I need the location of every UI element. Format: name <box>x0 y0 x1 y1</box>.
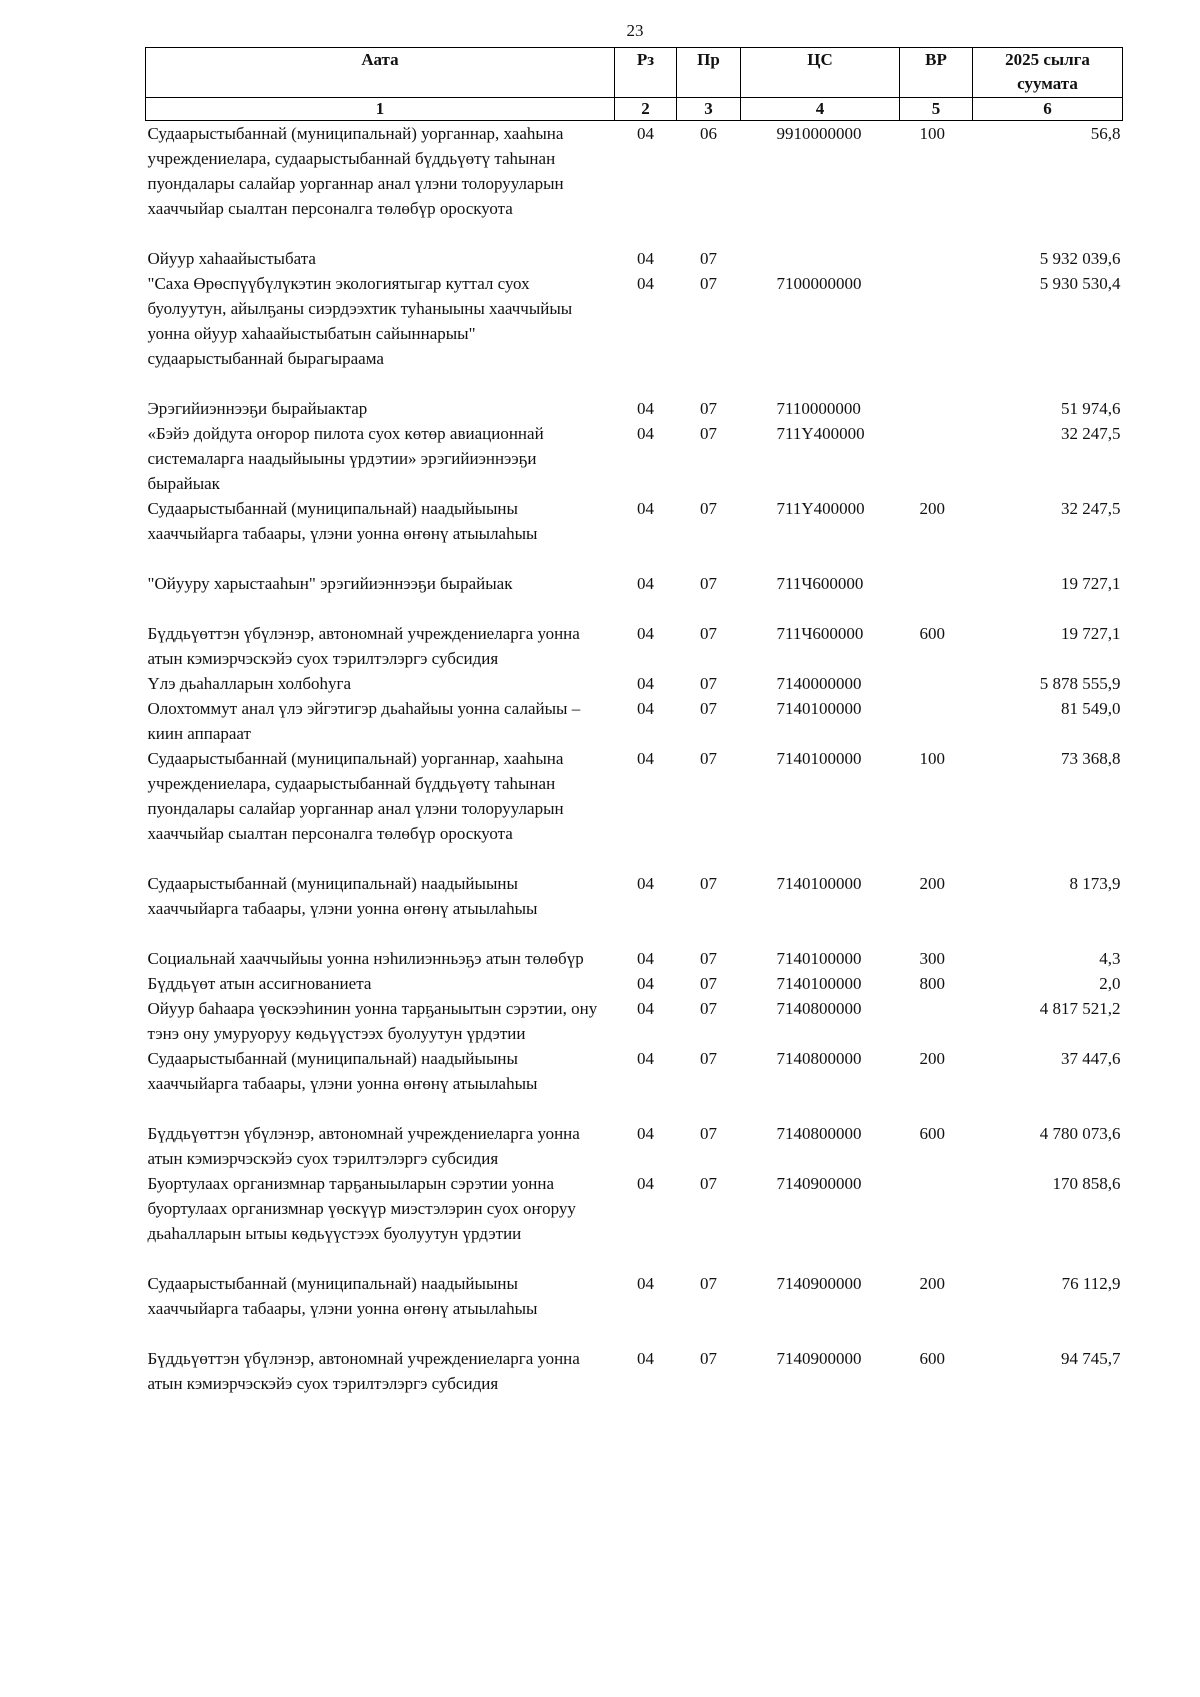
row-pr: 07 <box>700 1349 717 1368</box>
row-vr <box>900 671 973 696</box>
row-name: Ойуур хаһаайыстыбата <box>147 249 316 268</box>
row-cs: 711Y400000 <box>776 499 865 518</box>
row-rz: 04 <box>637 999 654 1018</box>
table-body <box>146 121 1123 1397</box>
row-vr: 600 <box>919 1349 945 1368</box>
table-row <box>146 496 1123 571</box>
row-rz: 04 <box>637 699 654 718</box>
row-name: "Саха Өрөспүүбүлүкэтин экологиятыгар куттал суох буолуутун, айылҕаны сиэрдээхтик туһаныыны хааччыйыы уонна ойуур хаһаайыстыбатын сайыннарыы" судаарыстыбаннай бырагыраама <box>147 274 573 368</box>
row-pr: 07 <box>700 949 717 968</box>
row-name: Бүддьүөттэн үбүлэнэр, автономнай учреждениеларга уонна атын кэмиэрчэскэйэ суох тэрилтэлэргэ субсидия <box>147 624 580 668</box>
row-rz: 04 <box>637 574 654 593</box>
table-row <box>146 571 1123 621</box>
row-vr: 200 <box>919 1049 945 1068</box>
row-cs: 7100000000 <box>776 274 862 293</box>
row-amount: 56,8 <box>1090 124 1121 143</box>
row-rz: 04 <box>637 674 654 693</box>
row-amount: 94 745,7 <box>1061 1349 1121 1368</box>
row-cs: 7140900000 <box>776 1349 862 1368</box>
row-pr: 07 <box>700 874 717 893</box>
row-rz: 04 <box>637 974 654 993</box>
row-pr: 07 <box>700 999 717 1018</box>
table-row <box>146 1271 1123 1346</box>
row-vr: 300 <box>919 949 945 968</box>
row-vr <box>900 996 973 1046</box>
table-row <box>146 121 1123 247</box>
table-row <box>146 746 1123 871</box>
row-cs: 7140100000 <box>776 874 862 893</box>
row-name: Бүддьүөттэн үбүлэнэр, автономнай учреждениеларга уонна атын кэмиэрчэскэйэ суох тэрилтэлэргэ субсидия <box>147 1124 580 1168</box>
row-amount: 32 247,5 <box>1061 499 1121 518</box>
row-rz: 04 <box>637 1349 654 1368</box>
header-number-5: 5 <box>900 98 973 121</box>
row-pr: 07 <box>700 574 717 593</box>
row-pr: 07 <box>700 424 717 443</box>
row-rz: 04 <box>637 499 654 518</box>
table-row <box>146 696 1123 746</box>
table-row <box>146 1121 1123 1171</box>
row-rz: 04 <box>637 749 654 768</box>
row-vr: 200 <box>919 874 945 893</box>
row-rz: 04 <box>637 1049 654 1068</box>
row-amount: 4 780 073,6 <box>1039 1124 1121 1143</box>
row-rz: 04 <box>637 399 654 418</box>
row-cs: 7140100000 <box>776 949 862 968</box>
row-pr: 07 <box>700 249 717 268</box>
row-name: "Ойууру харыстааһын" эрэгийиэннээҕи бырайыак <box>147 574 513 593</box>
table-row <box>146 1046 1123 1121</box>
header-number-3: 3 <box>677 98 741 121</box>
row-amount: 73 368,8 <box>1061 749 1121 768</box>
row-rz: 04 <box>637 1174 654 1193</box>
row-amount: 19 727,1 <box>1061 574 1121 593</box>
row-amount: 51 974,6 <box>1061 399 1121 418</box>
row-name: Судаарыстыбаннай (муниципальнай) наадыйыыны хааччыйарга табаары, үлэни уонна өҥөнү атыылаһыы <box>147 499 538 543</box>
row-vr <box>900 421 973 496</box>
row-name: Эрэгийиэннээҕи бырайыактар <box>147 399 368 418</box>
header-name: Аата <box>146 48 615 98</box>
row-pr: 07 <box>700 624 717 643</box>
row-cs: 711Y400000 <box>776 424 865 443</box>
row-pr: 07 <box>700 749 717 768</box>
row-name: Үлэ дьаһалларын холбоһуга <box>147 674 352 693</box>
table-row <box>146 421 1123 496</box>
row-name: Бүддьүөт атын ассигнованиета <box>147 974 372 993</box>
row-pr: 07 <box>700 1124 717 1143</box>
row-amount: 81 549,0 <box>1061 699 1121 718</box>
row-vr: 200 <box>919 499 945 518</box>
table-header <box>146 48 1123 121</box>
row-vr <box>900 396 973 421</box>
row-name: Судаарыстыбаннай (муниципальнай) наадыйыыны хааччыйарга табаары, үлэни уонна өҥөнү атыылаһыы <box>147 874 538 918</box>
row-name: Олохтоммут анал үлэ эйгэтигэр дьаһайыы уонна салайыы – киин аппараат <box>147 699 581 743</box>
table-row <box>146 246 1123 271</box>
row-amount: 170 858,6 <box>1052 1174 1121 1193</box>
table-row <box>146 1171 1123 1271</box>
header-number-6: 6 <box>973 98 1123 121</box>
row-rz: 04 <box>637 1274 654 1293</box>
row-vr: 600 <box>919 1124 945 1143</box>
table-row <box>146 971 1123 996</box>
row-amount: 19 727,1 <box>1061 624 1121 643</box>
row-vr <box>900 1171 973 1271</box>
row-vr: 100 <box>919 124 945 143</box>
row-rz: 04 <box>637 124 654 143</box>
row-cs: 7140900000 <box>776 1274 862 1293</box>
row-cs: 7140100000 <box>776 699 862 718</box>
row-cs: 7140800000 <box>776 1049 862 1068</box>
row-rz: 04 <box>637 249 654 268</box>
row-amount: 4,3 <box>1099 949 1121 968</box>
row-amount: 5 878 555,9 <box>1039 674 1121 693</box>
table-row <box>146 271 1123 396</box>
table-row <box>146 671 1123 696</box>
row-pr: 07 <box>700 674 717 693</box>
table-row <box>146 621 1123 671</box>
row-pr: 07 <box>700 274 717 293</box>
row-pr: 07 <box>700 1049 717 1068</box>
row-name: Судаарыстыбаннай (муниципальнай) уорганнар, хааһына учреждениелара, судаарыстыбаннай бүддьүөтү таһынан пуондалары салайар уорганнар анал үлэни толорууларын хааччыйар сыалтан персоналга төлөбүр ороскуота <box>147 749 564 843</box>
row-pr: 07 <box>700 399 717 418</box>
row-name: Судаарыстыбаннай (муниципальнай) уорганнар, хааһына учреждениелара, судаарыстыбаннай бүддьүөтү таһынан пуондалары салайар уорганнар анал үлэни толорууларын хааччыйар сыалтан персоналга төлөбүр ороскуота <box>147 124 564 218</box>
row-name: Судаарыстыбаннай (муниципальнай) наадыйыыны хааччыйарга табаары, үлэни уонна өҥөнү атыылаһыы <box>147 1274 538 1318</box>
row-rz: 04 <box>637 949 654 968</box>
row-name: Социальнай хааччыйыы уонна нэһилиэнньэҕэ атын төлөбүр <box>147 949 584 968</box>
row-pr: 07 <box>700 1274 717 1293</box>
row-cs: 711Ч600000 <box>776 624 864 643</box>
row-cs: 7140900000 <box>776 1174 862 1193</box>
row-cs <box>741 246 900 271</box>
header-cs: ЦС <box>741 48 900 98</box>
row-amount: 5 930 530,4 <box>1039 274 1121 293</box>
row-rz: 04 <box>637 274 654 293</box>
row-amount: 8 173,9 <box>1069 874 1121 893</box>
row-vr <box>900 696 973 746</box>
table-row <box>146 1346 1123 1396</box>
row-cs: 7140000000 <box>776 674 862 693</box>
row-name: Буортулаах организмнар тарҕаныыларын сэрэтии уонна буортулаах организмнар үөскүүр миэстэлэрин суох оҥоруу дьаһалларын ытыы кѳдьүүстээх буолуутун үрдэтии <box>147 1174 576 1243</box>
header-number-1: 1 <box>146 98 615 121</box>
row-vr: 100 <box>919 749 945 768</box>
row-vr: 200 <box>919 1274 945 1293</box>
row-pr: 07 <box>700 499 717 518</box>
row-amount: 4 817 521,2 <box>1039 999 1121 1018</box>
row-pr: 07 <box>700 1174 717 1193</box>
table-row <box>146 871 1123 946</box>
header-number-4: 4 <box>741 98 900 121</box>
row-vr <box>900 271 973 396</box>
row-rz: 04 <box>637 624 654 643</box>
row-amount: 5 932 039,6 <box>1039 249 1121 268</box>
page-number: 23 <box>626 21 644 40</box>
table-row <box>146 996 1123 1046</box>
header-amount: 2025 сылга суумата <box>973 48 1123 98</box>
row-pr: 07 <box>700 699 717 718</box>
table-row <box>146 946 1123 971</box>
row-cs: 7140100000 <box>776 974 862 993</box>
header-number-2: 2 <box>615 98 677 121</box>
row-amount: 76 112,9 <box>1061 1274 1121 1293</box>
row-cs: 711Ч600000 <box>776 574 864 593</box>
row-cs: 9910000000 <box>776 124 862 143</box>
budget-table <box>145 47 1123 1396</box>
row-pr: 07 <box>700 974 717 993</box>
row-amount: 2,0 <box>1099 974 1121 993</box>
row-cs: 7110000000 <box>776 399 861 418</box>
row-rz: 04 <box>637 424 654 443</box>
row-amount: 32 247,5 <box>1061 424 1121 443</box>
row-vr <box>900 246 973 271</box>
row-vr <box>900 571 973 621</box>
row-pr: 06 <box>700 124 717 143</box>
table-row <box>146 396 1123 421</box>
row-vr: 600 <box>919 624 945 643</box>
row-name: Судаарыстыбаннай (муниципальнай) наадыйыыны хааччыйарга табаары, үлэни уонна өҥөнү атыылаһыы <box>147 1049 538 1093</box>
header-rz: Рз <box>615 48 677 98</box>
row-name: Ойуур баһаара үөскээһинин уонна тарҕаныытын сэрэтии, ону тэнэ ону умуруоруу кѳдьүүстээх буолуутун үрдэтии <box>147 999 598 1043</box>
header-vr: ВР <box>900 48 973 98</box>
row-cs: 7140800000 <box>776 999 862 1018</box>
header-pr: Пр <box>677 48 741 98</box>
row-amount: 37 447,6 <box>1061 1049 1121 1068</box>
row-cs: 7140800000 <box>776 1124 862 1143</box>
row-vr: 800 <box>919 974 945 993</box>
row-name: «Бэйэ дойдута оҥорор пилота суох көтөр авиационнай системаларга наадыйыыны үрдэтии» эрэгийиэннээҕи бырайыак <box>147 424 544 493</box>
row-rz: 04 <box>637 874 654 893</box>
row-rz: 04 <box>637 1124 654 1143</box>
row-name: Бүддьүөттэн үбүлэнэр, автономнай учреждениеларга уонна атын кэмиэрчэскэйэ суох тэрилтэлэргэ субсидия <box>147 1349 580 1393</box>
row-cs: 7140100000 <box>776 749 862 768</box>
